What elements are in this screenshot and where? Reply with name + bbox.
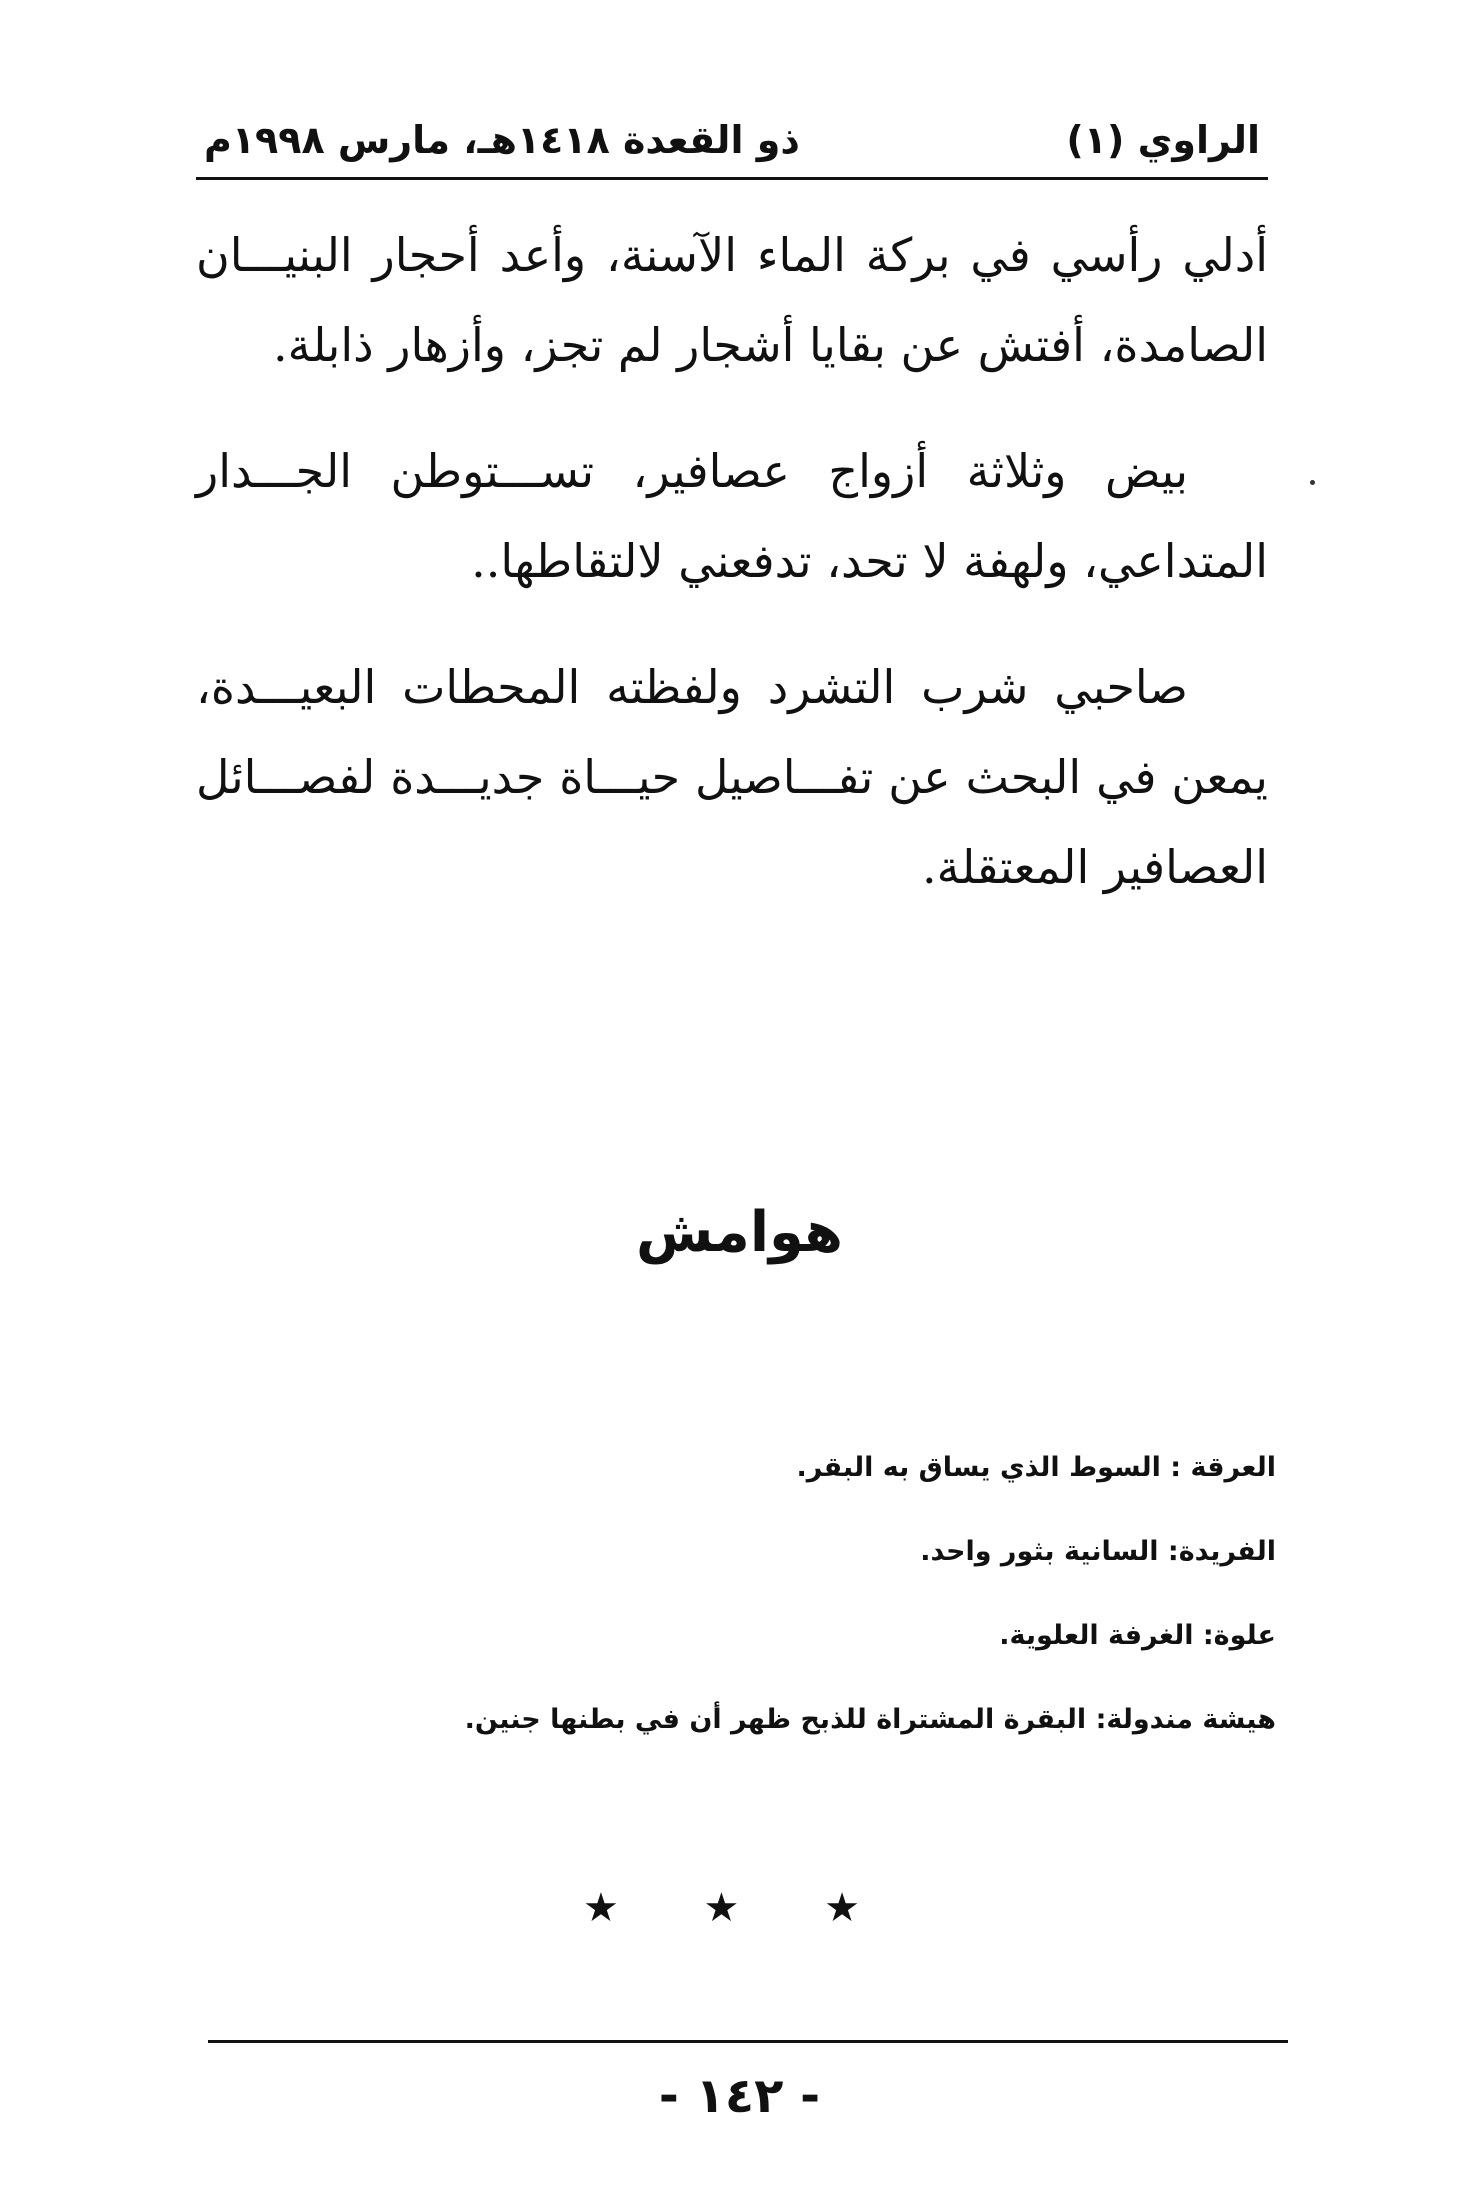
page-number: - ١٤٢ - bbox=[658, 2068, 821, 2124]
header-divider bbox=[196, 177, 1268, 180]
body-text bbox=[196, 210, 1268, 948]
running-header bbox=[196, 112, 1268, 182]
paragraph: أدلي رأسي في بركة الماء الآسنة، وأعد أحجار البنيـــان الصامدة، أفتش عن بقايا أشجار لم تجز، وأزهار ذابلة. bbox=[196, 228, 1268, 372]
notes-list bbox=[196, 1448, 1276, 1784]
header-title: الراوي (١) bbox=[1066, 118, 1260, 162]
paragraph: بيض وثلاثة أزواج عصافير، تســـتوطن الجـــدار المتداعي، ولهفة لا تحد، تدفعني لالتقاطها.. bbox=[196, 444, 1268, 588]
note-item: علوة: الغرفة العلوية. bbox=[999, 1620, 1276, 1651]
note-item: العرقة : السوط الذي يساق به البقر. bbox=[796, 1452, 1276, 1483]
notes-heading: هوامش bbox=[636, 1200, 843, 1265]
header-date: ذو القعدة ١٤١٨هـ، مارس ١٩٩٨م bbox=[204, 118, 800, 162]
section-stars: ★ ★ ★ bbox=[582, 1885, 896, 1931]
margin-dot bbox=[1310, 480, 1315, 485]
footer-divider bbox=[208, 2040, 1288, 2043]
note-item: هيشة مندولة: البقرة المشتراة للذبح ظهر أن في بطنها جنين. bbox=[464, 1704, 1276, 1735]
note-item: الفريدة: السانية بثور واحد. bbox=[920, 1536, 1276, 1567]
paragraph: صاحبي شرب التشرد ولفظته المحطات البعيـــدة، يمعن في البحث عن تفـــاصيل حيـــاة جديـــدة لفصـــائل العصافير المعتقلة. bbox=[196, 660, 1268, 894]
